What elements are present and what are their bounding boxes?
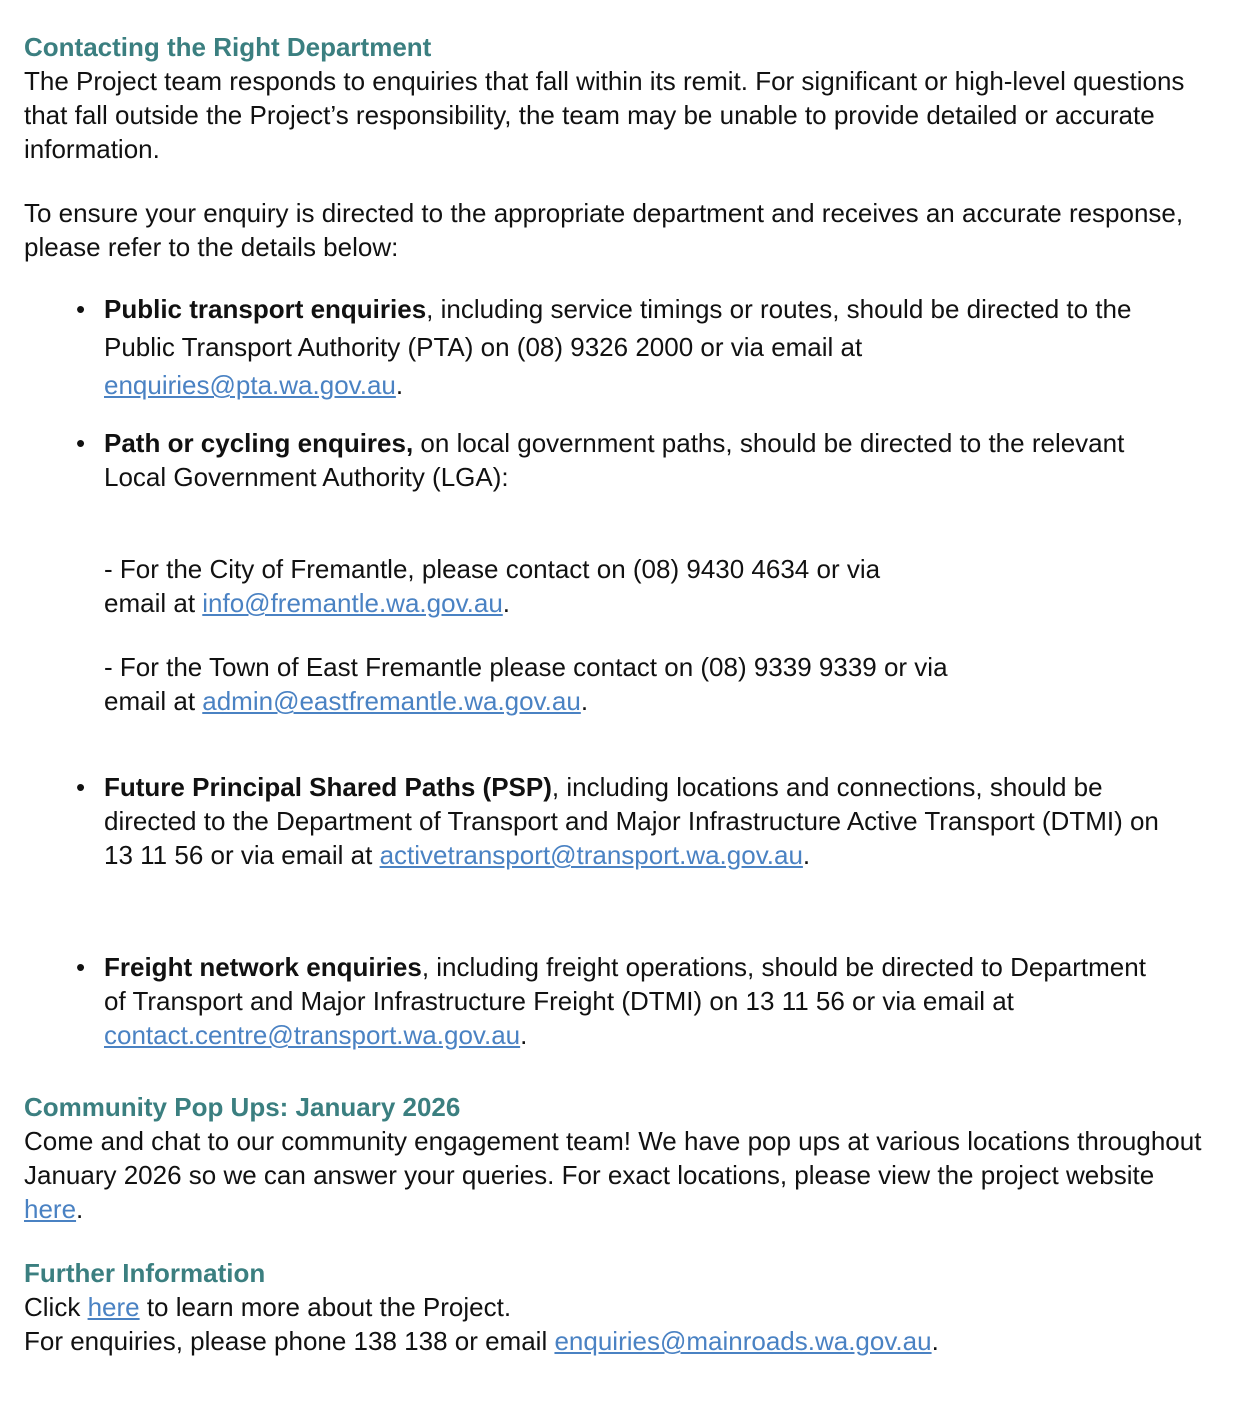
department-list-continued [24, 770, 1204, 1052]
item-title: Public transport enquiries [104, 294, 427, 324]
lead-paragraph: To ensure your enquiry is directed to the appropriate department and receives an accurate response, please refer to the details below: [24, 198, 1184, 262]
list-item-freight [24, 950, 1164, 1052]
item-title: Future Principal Shared Paths (PSP) [104, 772, 552, 802]
section-heading-popups: Community Pop Ups: January 2026 [24, 1092, 461, 1122]
popups-text: Come and chat to our community engagement team! We have pop ups at various locations throughout January 2026 so we can answer your queries. For exact locations, please view the project website [24, 1126, 1202, 1190]
lga-text: - For the Town of East Fremantle please contact on (08) 9339 9339 or via [104, 652, 948, 682]
mainroads-email-link[interactable]: enquiries@mainroads.wa.gov.au [554, 1326, 932, 1356]
punctuation: . [502, 588, 511, 618]
bullet-icon: • [76, 952, 86, 982]
learn-more-text: to learn more about the Project. [139, 1292, 512, 1322]
enquiries-text: For enquiries, please phone 138 138 or email [24, 1326, 555, 1356]
popups-paragraph [24, 1124, 1204, 1226]
bullet-icon: • [76, 772, 86, 802]
punctuation: . [395, 370, 404, 400]
further-info-line-1 [24, 1290, 1204, 1324]
punctuation: . [76, 1194, 84, 1224]
item-title: Path or cycling enquires, [104, 428, 414, 458]
punctuation: . [802, 840, 811, 870]
item-text: , including locations and connections, should be directed to the Department of Transport and Major Infrastructure Active Transport (DTMI) on 13 11 56 or via email at [104, 772, 1159, 870]
lga-email-prefix: email at [104, 588, 203, 618]
bullet-icon: • [76, 294, 86, 324]
click-text: Click [24, 1292, 88, 1322]
punctuation: . [931, 1326, 939, 1356]
item-text: , including freight operations, should be directed to Department of Transport and Major Infrastructure Freight (DTMI) on 13 11 56 or via email at [104, 952, 1146, 1016]
popups-here-link[interactable]: here [24, 1194, 77, 1224]
fremantle-email-link[interactable]: info@fremantle.wa.gov.au [202, 588, 503, 618]
item-title: Freight network enquiries [104, 952, 422, 982]
project-here-link[interactable]: here [87, 1292, 140, 1322]
item-text: on local government paths, should be directed to the relevant Local Government Authority (LGA): [104, 428, 1125, 492]
punctuation: . [580, 686, 589, 716]
lga-email-line [104, 684, 1104, 718]
department-list [24, 290, 1204, 494]
intro-paragraph: The Project team responds to enquiries that fall within its remit. For significant or high-level questions that fall outside the Project’s responsibility, the team may be unable to provide detailed or accurate information. [24, 66, 1185, 164]
lga-fremantle [24, 552, 1104, 620]
active-transport-email-link[interactable]: activetransport@transport.wa.gov.au [379, 840, 803, 870]
list-item-path-cycling [24, 426, 1164, 494]
lga-east-fremantle [24, 650, 1104, 718]
list-item-public-transport [24, 290, 1164, 404]
contact-centre-email-link[interactable]: contact.centre@transport.wa.gov.au [104, 1020, 521, 1050]
pta-email-link[interactable]: enquiries@pta.wa.gov.au [104, 370, 396, 400]
east-fremantle-email-link[interactable]: admin@eastfremantle.wa.gov.au [202, 686, 581, 716]
further-info-line-2 [24, 1324, 1204, 1358]
email-document [24, 30, 1204, 1358]
lga-email-line [104, 586, 1104, 620]
item-text: , including service timings or routes, should be directed to the Public Transport Authority (PTA) on (08) 9326 2000 or via email at [104, 294, 1132, 362]
list-item-psp [24, 770, 1164, 872]
punctuation: . [520, 1020, 528, 1050]
bullet-icon: • [76, 428, 86, 458]
section-heading-contacting: Contacting the Right Department [24, 32, 432, 62]
lga-text: - For the City of Fremantle, please contact on (08) 9430 4634 or via [104, 554, 881, 584]
lga-email-prefix: email at [104, 686, 203, 716]
section-heading-further-info: Further Information [24, 1258, 266, 1288]
